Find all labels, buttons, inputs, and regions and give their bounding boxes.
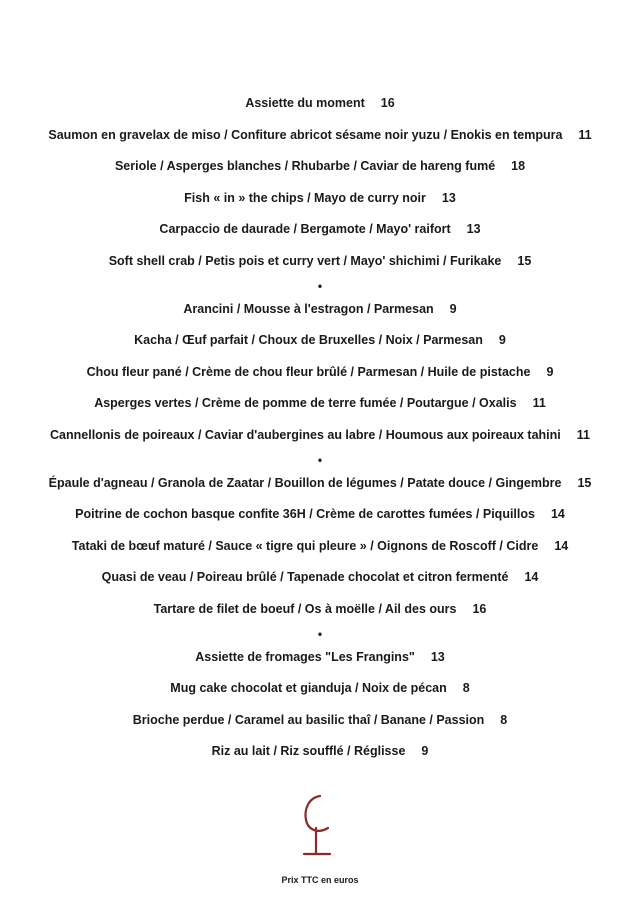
- dish-price: 14: [524, 570, 539, 585]
- menu-item: [154, 594, 487, 626]
- dish-name: Carpaccio de daurade / Bergamote / Mayo' raifort: [159, 222, 451, 237]
- menu-item: [133, 705, 507, 737]
- menu-item: [87, 357, 554, 389]
- menu-item: [195, 642, 444, 674]
- dish-price: 13: [466, 222, 481, 237]
- menu-item: [50, 420, 590, 452]
- menu-item: [49, 468, 592, 500]
- menu-item: [184, 183, 456, 215]
- section-separator: •: [317, 626, 323, 641]
- menu-item: [102, 562, 539, 594]
- dish-price: 16: [472, 601, 487, 616]
- menu-item: [109, 246, 532, 278]
- dish-name: Mug cake chocolat et gianduja / Noix de pécan: [170, 681, 447, 696]
- wine-glass-logo-icon: [292, 788, 344, 860]
- menu-item: [75, 499, 565, 531]
- dish-name: Tartare de filet de boeuf / Os à moëlle / Ail des ours: [153, 601, 457, 616]
- dish-name: Chou fleur pané / Crème de chou fleur brûlé / Parmesan / Huile de pistache: [86, 364, 531, 379]
- price-note: Prix TTC en euros: [281, 875, 359, 885]
- dish-name: Épaule d'agneau / Granola de Zaatar / Bouillon de légumes / Patate douce / Gingembre: [48, 475, 562, 490]
- dish-price: 13: [441, 190, 456, 205]
- dish-price: 13: [430, 649, 445, 664]
- dish-price: 9: [421, 744, 429, 759]
- dish-price: 16: [380, 96, 395, 110]
- menu-item: [245, 88, 394, 120]
- menu-item: [159, 214, 480, 246]
- dish-name: Cannellonis de poireaux / Caviar d'aubergines au labre / Houmous aux poireaux tahini: [50, 427, 561, 442]
- dish-price: 9: [449, 301, 457, 316]
- dish-price: 15: [517, 253, 532, 268]
- dish-name: Arancini / Mousse à l'estragon / Parmesan: [183, 301, 434, 316]
- menu-item: [48, 120, 591, 152]
- menu-item: [170, 673, 469, 705]
- dish-name: Assiette du moment: [245, 96, 365, 110]
- dish-price: 14: [554, 538, 569, 553]
- dish-price: 11: [532, 396, 546, 411]
- section-separator: •: [317, 278, 323, 293]
- dish-price: 8: [500, 712, 508, 727]
- dish-name: Brioche perdue / Caramel au basilic thaî / Banane / Passion: [132, 712, 485, 727]
- dish-name: Seriole / Asperges blanches / Rhubarbe / Caviar de hareng fumé: [114, 159, 496, 174]
- dish-name: Asperges vertes / Crème de pomme de terre fumée / Poutargue / Oxalis: [94, 396, 517, 411]
- menu-item: [94, 388, 546, 420]
- menu-item: [212, 736, 429, 768]
- dish-price: 15: [577, 475, 592, 490]
- dish-name: Saumon en gravelax de miso / Confiture abricot sésame noir yuzu / Enokis en tempura: [48, 127, 563, 142]
- menu-item: [134, 325, 506, 357]
- dish-price: 8: [462, 681, 470, 696]
- dish-name: Riz au lait / Riz soufflé / Réglisse: [211, 744, 406, 759]
- dish-name: Fish « in » the chips / Mayo de curry noir: [184, 190, 426, 205]
- dish-price: 11: [576, 427, 590, 442]
- dish-price: 14: [550, 507, 565, 522]
- menu-item: [72, 531, 568, 563]
- dish-name: Tataki de bœuf maturé / Sauce « tigre qui pleure » / Oignons de Roscoff / Cidre: [71, 538, 539, 553]
- dish-price: 11: [578, 127, 592, 142]
- dish-name: Poitrine de cochon basque confite 36H / Crème de carottes fumées / Piquillos: [75, 507, 535, 522]
- menu-list: [0, 88, 640, 768]
- section-separator: •: [317, 452, 323, 467]
- dish-name: Kacha / Œuf parfait / Choux de Bruxelles / Noix / Parmesan: [134, 333, 483, 348]
- dish-name: Soft shell crab / Petis pois et curry vert / Mayo' shichimi / Furikake: [108, 253, 502, 268]
- dish-name: Quasi de veau / Poireau brûlé / Tapenade chocolat et citron fermenté: [101, 570, 509, 585]
- dish-price: 9: [546, 364, 554, 379]
- menu-item: [183, 294, 456, 326]
- dish-price: 18: [511, 159, 526, 174]
- dish-price: 9: [498, 333, 506, 348]
- dish-name: Assiette de fromages "Les Frangins": [195, 649, 415, 664]
- menu-item: [115, 151, 525, 183]
